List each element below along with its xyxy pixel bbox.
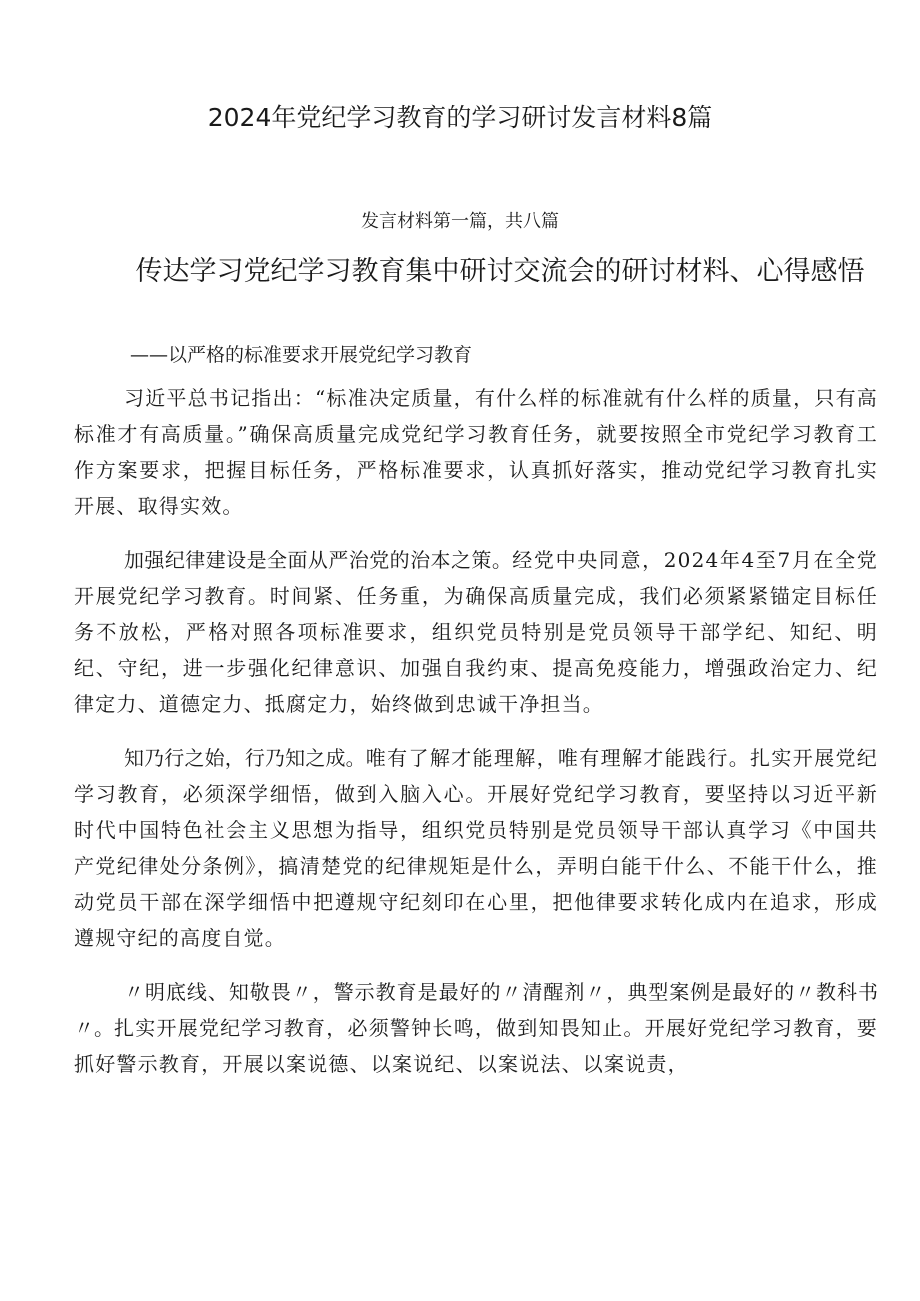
article-body xyxy=(74,380,878,1082)
paragraph-lead: 加强纪律建设是全面从严治党的治本之策。 xyxy=(124,548,513,572)
paragraph-text: 唯有了解才能理解，唯有理解才能践行。扎实开展党纪学习教育，必须深学细悟，做到入脑入心。开展好党纪学习教育，要坚持以习近平新时代中国特色社会主义思想为指导，组织党员特别是党员领导干部认真学习《中国共产党纪律处分条例》，搞清楚党的纪律规矩是什么，弄明白能干什么、不能干什么，推动党员干部在深学细悟中把遵规守纪刻印在心里，把他律要求转化成内在追求，形成遵规守纪的高度自觉。 xyxy=(74,746,878,950)
paragraph xyxy=(74,542,878,722)
paragraph xyxy=(74,974,878,1082)
paragraph-text: 扎实开展党纪学习教育，必须警钟长鸣，做到知畏知止。开展好党纪学习教育，要抓好警示教育，开展以案说德、以案说纪、以案说法、以案说责， xyxy=(74,1016,878,1076)
paragraph xyxy=(74,740,878,956)
paragraph-lead: 〃明底线、知敬畏〃，警示教育是最好的〃清醒剂〃，典型案例是最好的〃教科书〃。 xyxy=(74,980,878,1040)
paragraph-lead: 知乃行之始，行乃知之成。 xyxy=(124,746,366,770)
part-label: 发言材料第一篇，共八篇 xyxy=(361,211,559,232)
paragraph xyxy=(74,380,878,524)
paragraph-text: 习近平总书记指出：“标准决定质量，有什么样的标准就有什么样的质量，只有高标准才有高质量。”确保高质量完成党纪学习教育任务，就要按照全市党纪学习教育工作方案要求，把握目标任务，严格标准要求，认真抓好落实，推动党纪学习教育扎实开展、取得实效。 xyxy=(74,386,878,518)
paragraph-text: 经党中央同意，2024年4至7月在全党开展党纪学习教育。时间紧、任务重，为确保高质量完成，我们必须紧紧锚定目标任务不放松，严格对照各项标准要求，组织党员特别是党员领导干部学纪、知纪、明纪、守纪，进一步强化纪律意识、加强自我约束、提高免疫能力，增强政治定力、纪律定力、道德定力、抵腐定力，始终做到忠诚干净担当。 xyxy=(74,548,878,716)
article-subtitle: ——以严格的标准要求开展党纪学习教育 xyxy=(130,344,473,366)
article-title: 传达学习党纪学习教育集中研讨交流会的研讨材料、心得感悟 xyxy=(135,256,865,287)
document-title: 2024年党纪学习教育的学习研讨发言材料8篇 xyxy=(207,103,713,132)
